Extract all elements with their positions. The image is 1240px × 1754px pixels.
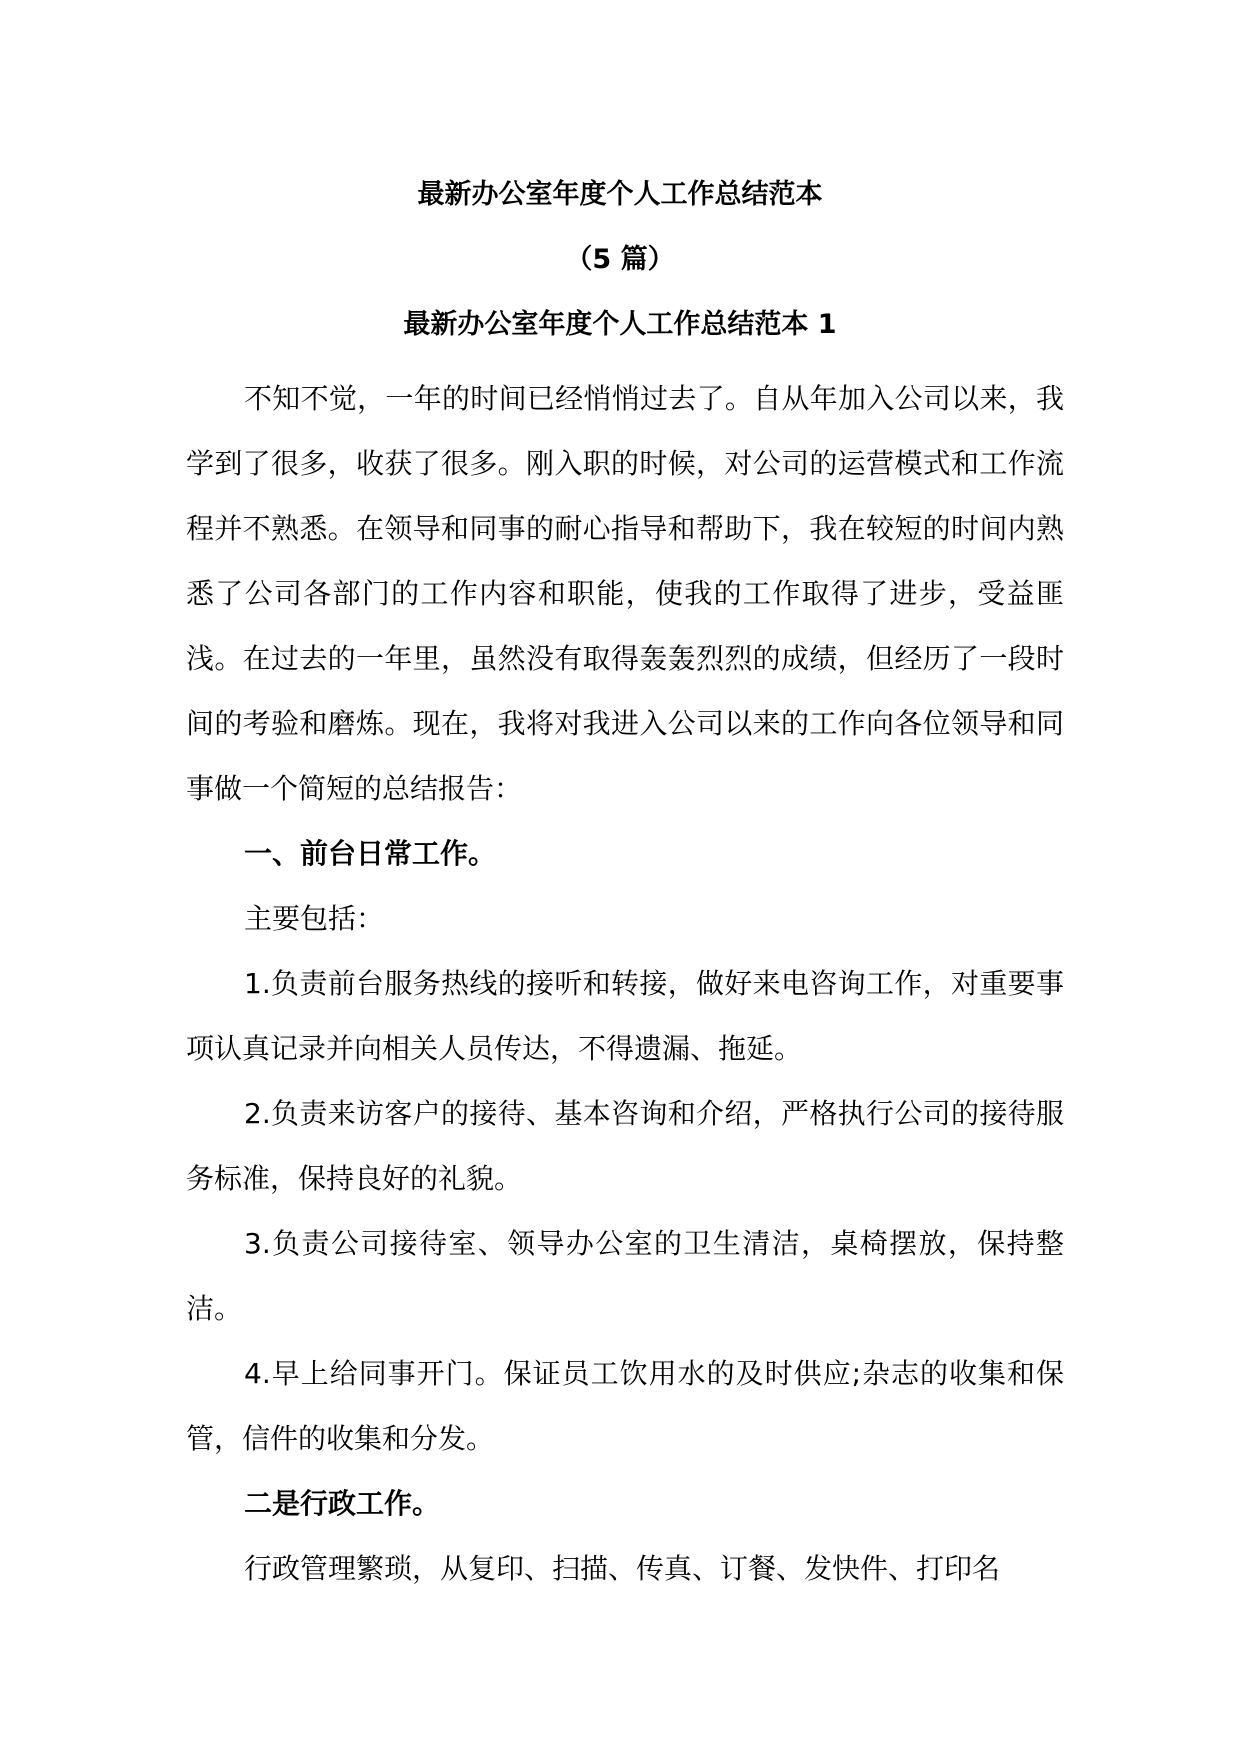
list-item: 4.早上给同事开门。保证员工饮用水的及时供应;杂志的收集和保管，信件的收集和分发。 (186, 1357, 1064, 1455)
list-item: 1.负责前台服务热线的接听和转接，做好来电咨询工作，对重要事项认真记录并向相关人员传达，不得遗漏、拖延。 (186, 967, 1064, 1065)
section-lead: 主要包括： (244, 902, 385, 935)
intro-paragraph: 不知不觉，一年的时间已经悄悄过去了。自从年加入公司以来，我学到了很多，收获了很多。刚入职的时候，对公司的运营模式和工作流程并不熟悉。在领导和同事的耐心指导和帮助下，我在较短的时间内熟悉了公司各部门的工作内容和职能，使我的工作取得了进步，受益匪浅。在过去的一年里，虽然没有取得轰轰烈烈的成绩，但经历了一段时间的考验和磨炼。现在，我将对我进入公司以来的工作向各位领导和同事做一个简短的总结报告： (186, 382, 1064, 805)
document-title: 最新办公室年度个人工作总结范本 (417, 179, 823, 210)
section-heading-admin: 二是行政工作。 (244, 1487, 441, 1520)
list-item: 3.负责公司接待室、领导办公室的卫生清洁，桌椅摆放，保持整洁。 (186, 1227, 1064, 1325)
document-title-count: （5 篇） (565, 244, 675, 275)
document-body (186, 366, 1064, 1601)
section-title: 最新办公室年度个人工作总结范本 1 (403, 309, 837, 340)
admin-paragraph: 行政管理繁琐，从复印、扫描、传真、订餐、发快件、打印名 (244, 1552, 1001, 1585)
list-item: 2.负责来访客户的接待、基本咨询和介绍，严格执行公司的接待服务标准，保持良好的礼貌。 (186, 1097, 1064, 1195)
section-heading-front-desk: 一、前台日常工作。 (244, 837, 497, 870)
